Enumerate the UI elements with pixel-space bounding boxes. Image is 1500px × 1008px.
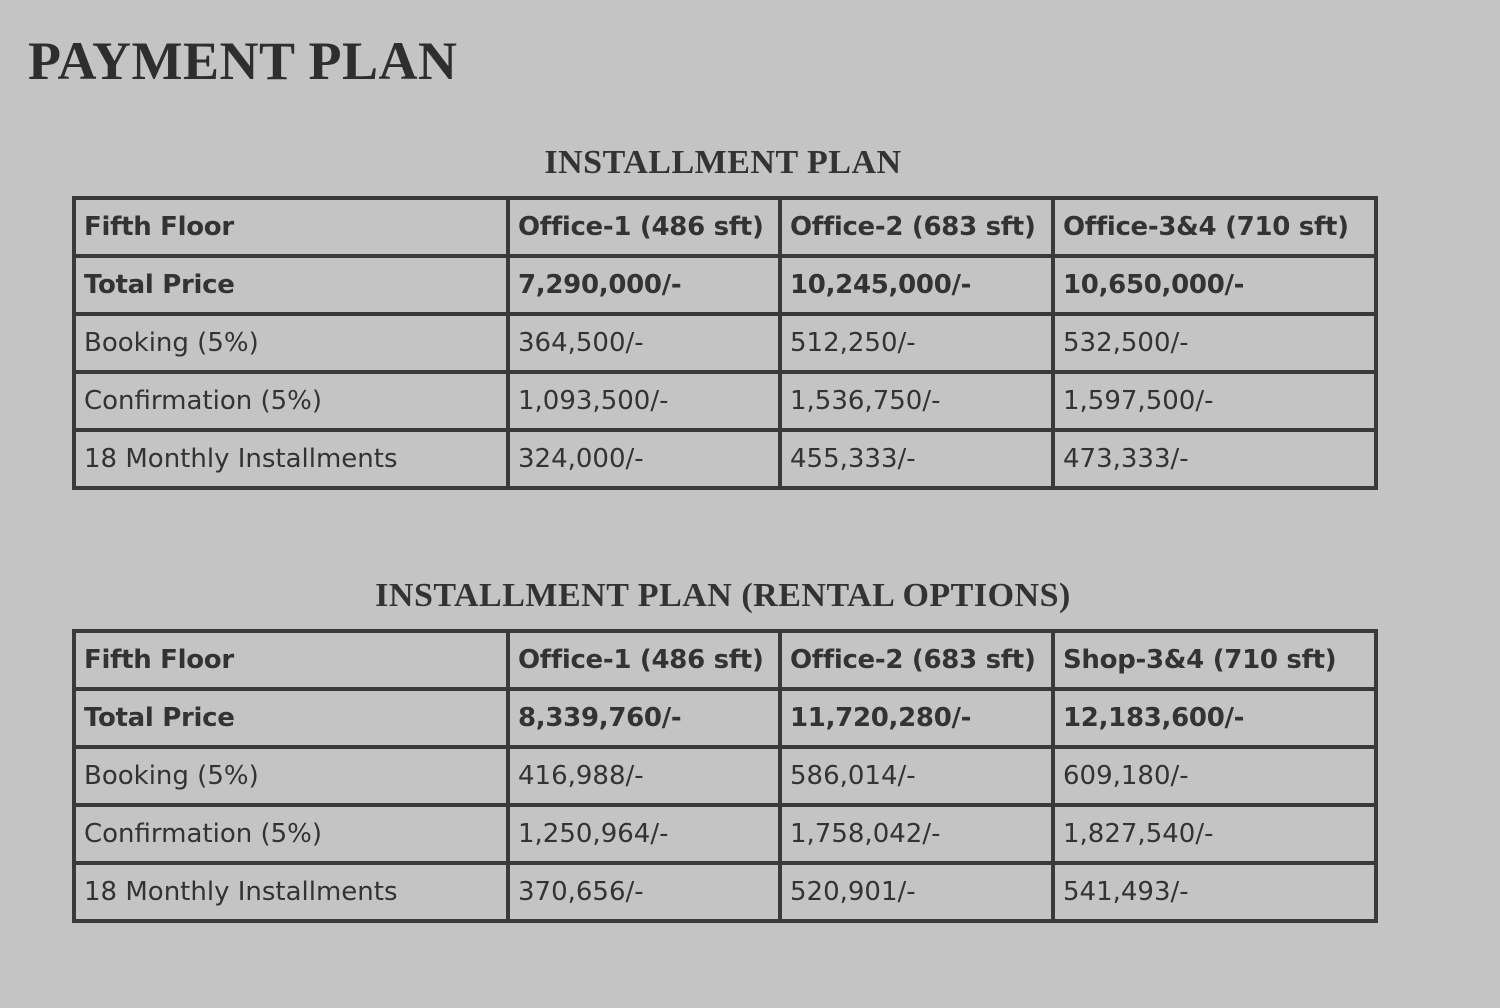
page-title: PAYMENT PLAN (28, 31, 458, 91)
price-cell: 12,183,600/- (1053, 689, 1376, 747)
installment-plan-title: INSTALLMENT PLAN (544, 144, 902, 181)
price-cell: 532,500/- (1053, 314, 1376, 372)
header-cell-unit: Office-1 (486 sft) (508, 631, 780, 689)
row-label: Confirmation (5%) (74, 372, 508, 430)
price-cell: 11,720,280/- (780, 689, 1053, 747)
table-header-row (74, 198, 1376, 256)
price-cell: 324,000/- (508, 430, 780, 488)
table-row-monthly-installments (74, 863, 1376, 921)
price-cell: 1,250,964/- (508, 805, 780, 863)
price-cell: 473,333/- (1053, 430, 1376, 488)
row-label: 18 Monthly Installments (74, 863, 508, 921)
price-cell: 370,656/- (508, 863, 780, 921)
table-row-confirmation (74, 372, 1376, 430)
header-cell-floor: Fifth Floor (74, 198, 508, 256)
price-cell: 541,493/- (1053, 863, 1376, 921)
price-cell: 1,597,500/- (1053, 372, 1376, 430)
header-cell-unit: Office-3&4 (710 sft) (1053, 198, 1376, 256)
row-label: Confirmation (5%) (74, 805, 508, 863)
price-cell: 1,758,042/- (780, 805, 1053, 863)
rental-options-title: INSTALLMENT PLAN (RENTAL OPTIONS) (375, 577, 1071, 614)
price-cell: 10,650,000/- (1053, 256, 1376, 314)
price-cell: 512,250/- (780, 314, 1053, 372)
rental-options-table (72, 629, 1378, 923)
installment-plan-table (72, 196, 1378, 490)
row-label: 18 Monthly Installments (74, 430, 508, 488)
header-cell-unit: Shop-3&4 (710 sft) (1053, 631, 1376, 689)
header-cell-unit: Office-2 (683 sft) (780, 198, 1053, 256)
row-label: Booking (5%) (74, 747, 508, 805)
price-cell: 10,245,000/- (780, 256, 1053, 314)
table-row-booking (74, 747, 1376, 805)
price-cell: 455,333/- (780, 430, 1053, 488)
price-cell: 1,093,500/- (508, 372, 780, 430)
table-row-booking (74, 314, 1376, 372)
price-cell: 1,827,540/- (1053, 805, 1376, 863)
row-label: Total Price (74, 689, 508, 747)
row-label: Booking (5%) (74, 314, 508, 372)
header-cell-floor: Fifth Floor (74, 631, 508, 689)
price-cell: 1,536,750/- (780, 372, 1053, 430)
table-row-monthly-installments (74, 430, 1376, 488)
price-cell: 586,014/- (780, 747, 1053, 805)
price-cell: 7,290,000/- (508, 256, 780, 314)
price-cell: 364,500/- (508, 314, 780, 372)
row-label: Total Price (74, 256, 508, 314)
table-row-confirmation (74, 805, 1376, 863)
price-cell: 520,901/- (780, 863, 1053, 921)
price-cell: 8,339,760/- (508, 689, 780, 747)
price-cell: 416,988/- (508, 747, 780, 805)
header-cell-unit: Office-2 (683 sft) (780, 631, 1053, 689)
price-cell: 609,180/- (1053, 747, 1376, 805)
table-header-row (74, 631, 1376, 689)
table-row-total-price (74, 256, 1376, 314)
header-cell-unit: Office-1 (486 sft) (508, 198, 780, 256)
table-row-total-price (74, 689, 1376, 747)
